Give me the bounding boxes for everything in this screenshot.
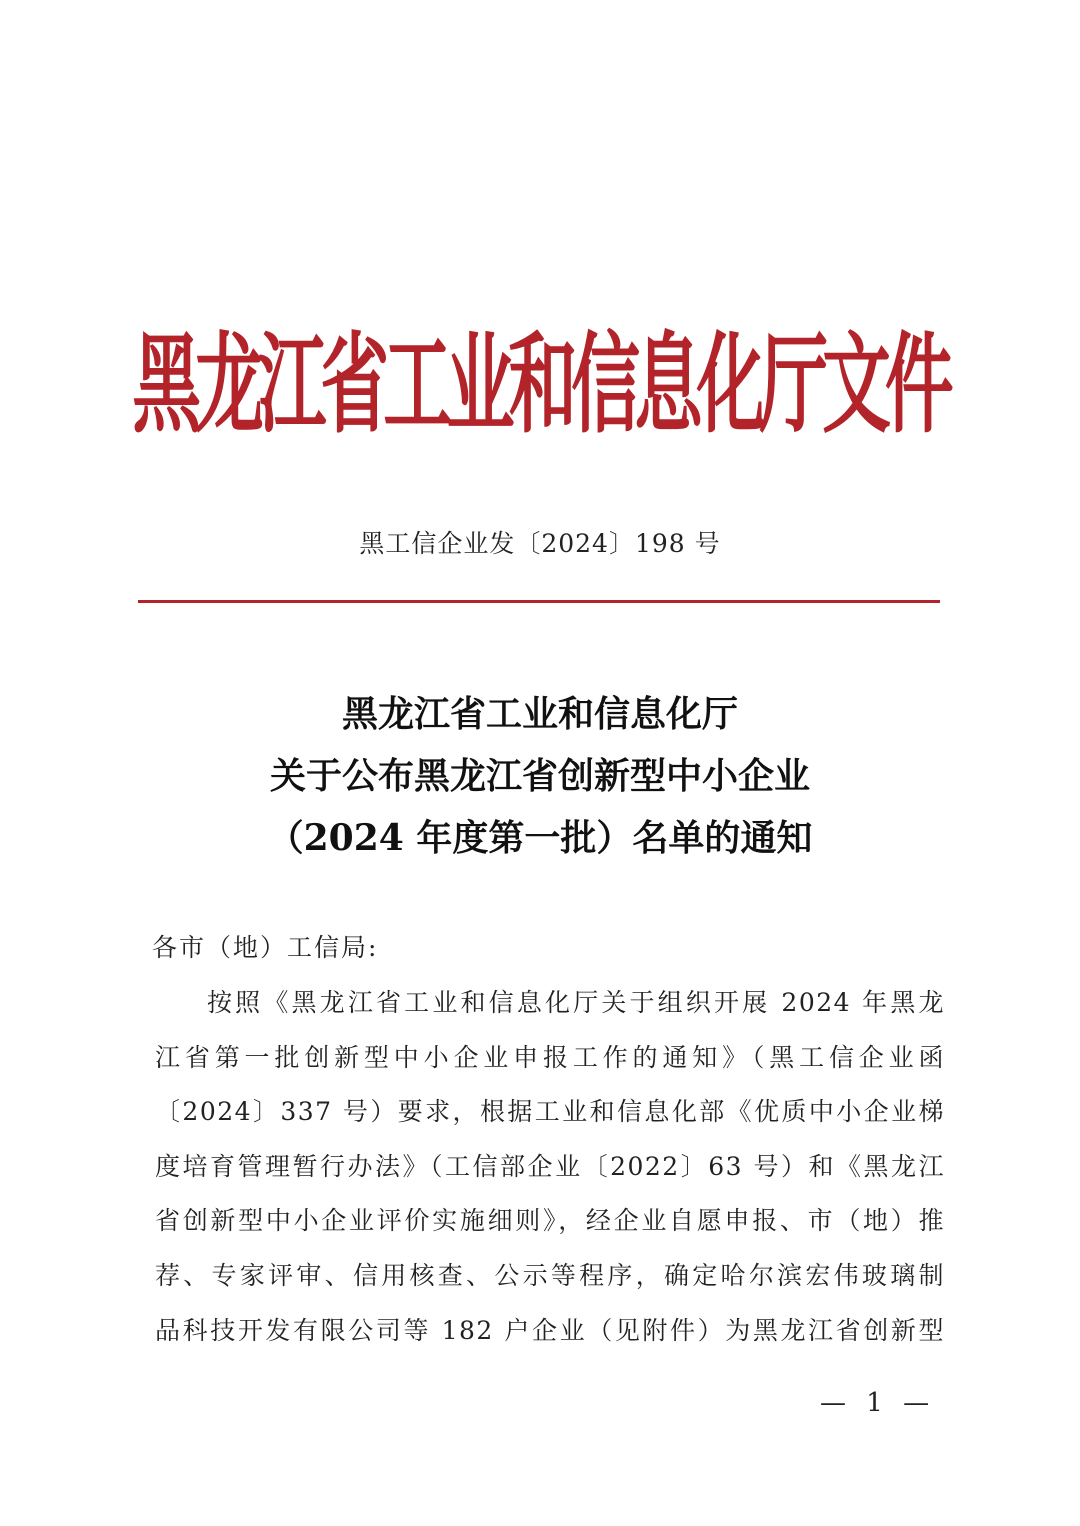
body-line: 江省第一批创新型中小企业申报工作的通知》（黑工信企业函 (155, 1042, 945, 1072)
title-line: 黑龙江省工业和信息化厅 (341, 693, 738, 735)
body-line: 省创新型中小企业评价实施细则》，经企业自愿申报、市（地）推 (155, 1206, 945, 1236)
body-paragraph (155, 976, 945, 1358)
addressee: 各市（地）工信局: (152, 933, 379, 962)
body-line: 按照《黑龙江省工业和信息化厅关于组织开展 2024 年黑龙 (207, 988, 945, 1017)
red-divider-line (138, 600, 940, 603)
body-line: 品科技开发有限公司等 182 户企业（见附件）为黑龙江省创新型 (155, 1315, 945, 1345)
body-line: 度培育管理暂行办法》（工信部企业〔2022〕63 号）和《黑龙江 (155, 1151, 945, 1181)
document-number: 黑工信企业发〔2024〕198 号 (359, 529, 721, 558)
masthead-title: 黑龙江省工业和信息化厅文件 (132, 319, 948, 449)
body-line: 荐、专家评审、信用核查、公示等程序，确定哈尔滨宏伟玻璃制 (155, 1260, 945, 1290)
body-line: 〔2024〕337 号）要求，根据工业和信息化部《优质中小企业梯 (155, 1097, 945, 1127)
page-number: — 1 — (820, 1388, 936, 1418)
title-line: 关于公布黑龙江省创新型中小企业 (269, 755, 810, 797)
masthead (132, 306, 948, 449)
title-line: （2024 年度第一批）名单的通知 (267, 817, 813, 859)
document-title (0, 683, 1080, 869)
